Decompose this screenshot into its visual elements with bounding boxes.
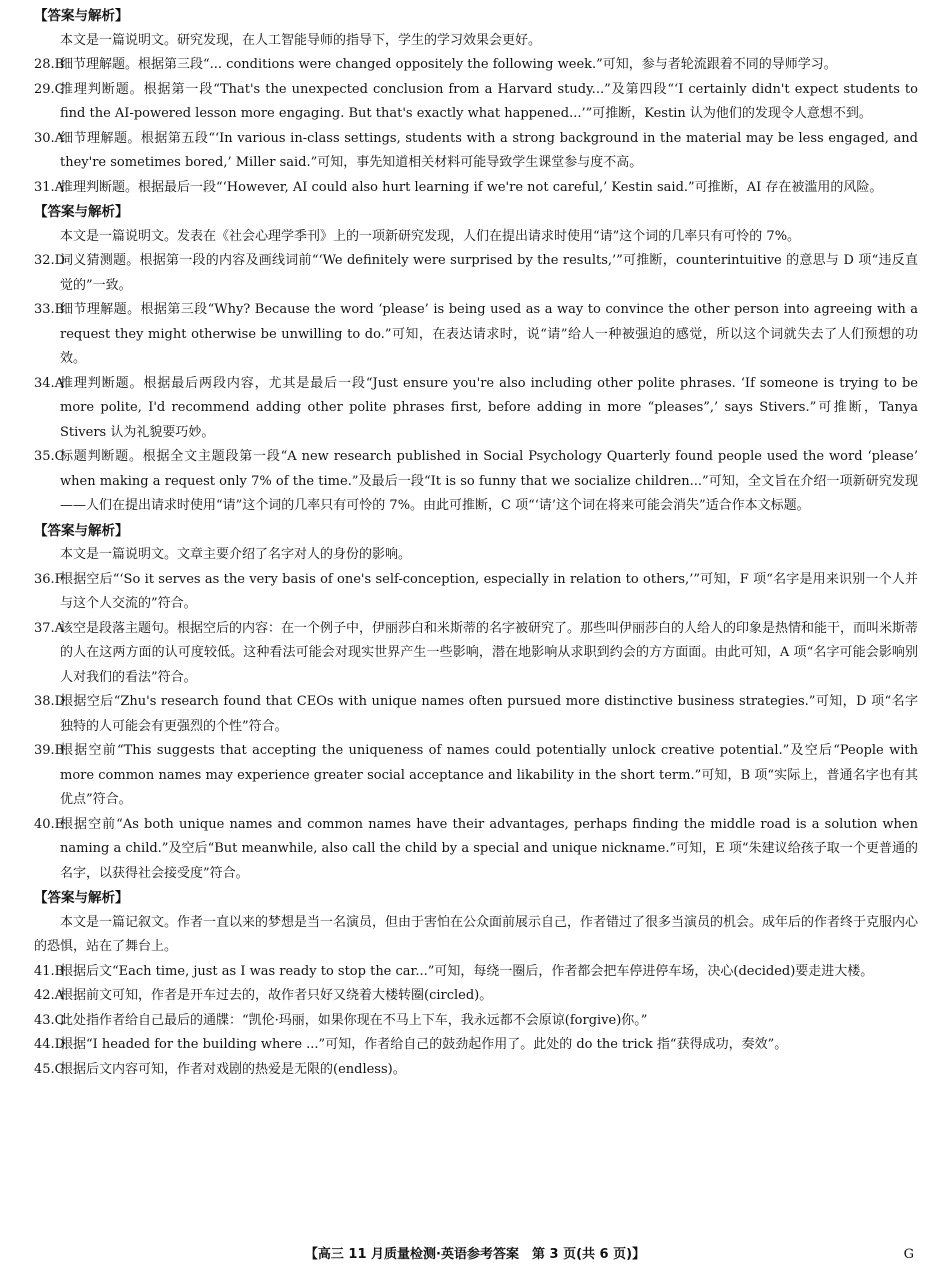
section-intro: 本文是一篇说明文。发表在《社会心理学季刊》上的一项新研究发现，人们在提出请求时使用“请”这个词的几率只有可怜的 7%。	[60, 228, 801, 244]
answer-explanation: 细节理解题。根据第三段“... conditions were changed oppositely the following week.”可知，参与者轮流跟着不同的导师学习。	[60, 57, 837, 72]
answer-item-32	[34, 249, 918, 298]
answer-item-40	[34, 813, 918, 887]
answer-item-29	[34, 78, 918, 127]
answer-explanation: 细节理解题。根据第三段“Why? Because the word ‘please’ is being used as a way to convince the other person into agreeing with a request they might otherwise be unwilling to do.”可知，在表达请求时，说“请”给人一种被强迫的感觉，所以这个词就失去了人们预想的功效。	[60, 302, 918, 366]
answer-explanation: 根据前文可知，作者是开车过去的，故作者只好又绕着大楼转圈(circled)。	[60, 988, 493, 1003]
answer-number: 32.D	[34, 253, 66, 268]
answer-item-33	[34, 298, 918, 372]
answer-number: 38.D	[34, 694, 66, 709]
answer-explanation: 推理判断题。根据第一段“That's the unexpected conclusion from a Harvard study...”及第四段“‘I certainly didn't expect students to find the AI-powered lesson more engaging. But that's exactly what happened...’”可推断，Kestin 认为他们的发现令人意想不到。	[60, 81, 918, 121]
answer-explanation: 该空是段落主题句。根据空后的内容：在一个例子中，伊丽莎白和米斯蒂的名字被研究了。那些叫伊丽莎白的人给人的印象是热情和能干，而叫米斯蒂的人在这两方面的认可度较低。这种看法可能会对现实世界产生一些影响，潜在地影响从求职到约会的方方面面。由此可知，A 项“名字可能会影响别人对我们的看法”符合。	[60, 620, 919, 685]
answer-item-34	[34, 372, 918, 446]
answer-page	[34, 4, 918, 1082]
answer-item-35	[34, 445, 918, 519]
section-reading-d	[34, 200, 918, 519]
answer-item-28	[34, 53, 918, 78]
answer-explanation: 根据空前“This suggests that accepting the uniqueness of names could potentially unlock creative potential.”及空后“People with more common names may experience greater social acceptance and likability in the short term.”可知，B 项“实际上，普通名字也有其优点”符合。	[60, 743, 918, 807]
answer-number: 41.B	[34, 963, 65, 979]
section-reading-c	[34, 4, 918, 200]
section-intro: 本文是一篇记叙文。作者一直以来的梦想是当一名演员，但由于害怕在公众面前展示自己，作者错过了很多当演员的机会。成年后的作者终于克服内心的恐惧，站在了舞台上。	[34, 914, 919, 954]
answer-number: 29.C	[34, 81, 65, 97]
answer-explanation: 根据后文“Each time, just as I was ready to stop the car...”可知，每绕一圈后，作者都会把车停进停车场，决心(decided)要走进大楼。	[60, 963, 874, 979]
answer-explanation: 根据后文内容可知，作者对戏剧的热爱是无限的(endless)。	[60, 1061, 406, 1077]
answer-number: 37.A	[34, 620, 65, 636]
section-header: 【答案与解析】	[34, 890, 129, 906]
answer-item-41	[34, 960, 918, 985]
answer-number: 33.B	[34, 302, 65, 317]
answer-explanation: 根据空后“Zhu's research found that CEOs with unique names often pursued more distinctive business strategies.”可知，D 项“名字独特的人可能会有更强烈的个性”符合。	[60, 694, 918, 734]
section-header: 【答案与解析】	[34, 204, 129, 220]
answer-number: 36.F	[34, 571, 64, 587]
answer-number: 43.C	[34, 1012, 65, 1028]
answer-explanation: 推理判断题。根据最后一段“‘However, AI could also hurt learning if we're not careful,’ Kestin said.”可推断，AI 存在被滥用的风险。	[60, 179, 883, 195]
answer-explanation: 细节理解题。根据第五段“‘In various in-class settings, students with a strong background in the material may be less engaged, and they're sometimes bored,’ Miller said.”可知，事先知道相关材料可能导致学生课堂参与度不高。	[60, 130, 918, 170]
answer-item-45	[34, 1058, 918, 1083]
answer-item-43	[34, 1009, 918, 1034]
section-header: 【答案与解析】	[34, 8, 129, 24]
answer-number: 28.B	[34, 57, 65, 72]
answer-explanation: 根据空前“As both unique names and common names have their advantages, perhaps finding the middle road is a solution when naming a child.”及空后“But meanwhile, also call the child by a special and unique nickname.”可知，E 项“朱建议给孩子取一个更普通的名字，以获得社会接受度”符合。	[60, 816, 918, 881]
answer-number: 31.A	[34, 179, 65, 195]
answer-number: 39.B	[34, 743, 65, 758]
section-header: 【答案与解析】	[34, 522, 129, 539]
answer-number: 35.C	[34, 449, 65, 464]
answer-number: 45.C	[34, 1061, 65, 1077]
page-footer: 【高三 11 月质量检测·英语参考答案 第 3 页(共 6 页)】	[304, 1247, 646, 1262]
answer-item-30	[34, 127, 918, 176]
version-mark: G	[903, 1247, 914, 1262]
answer-explanation: 此处指作者给自己最后的通牒：“凯伦·玛丽，如果你现在不马上下车，我永远都不会原谅(forgive)你。”	[60, 1012, 648, 1028]
answer-number: 42.A	[34, 988, 65, 1003]
answer-item-39	[34, 739, 918, 813]
answer-item-42	[34, 984, 918, 1009]
answer-explanation: 根据“I headed for the building where ...”可知，作者给自己的鼓劲起作用了。此处的 do the trick 指“获得成功，奏效”。	[60, 1037, 788, 1052]
answer-item-38	[34, 690, 918, 739]
answer-number: 44.D	[34, 1037, 66, 1052]
section-intro: 本文是一篇说明文。文章主要介绍了名字对人的身份的影响。	[60, 547, 412, 562]
answer-explanation: 词义猜测题。根据第一段的内容及画线词前“‘We definitely were surprised by the results,’”可推断，counterintuitive 的意思与 D 项“违反直觉的”一致。	[60, 253, 918, 293]
answer-item-31	[34, 176, 918, 201]
answer-item-44	[34, 1033, 918, 1058]
answer-number: 34.A	[34, 375, 65, 391]
answer-number: 40.E	[34, 816, 65, 832]
answer-item-36	[34, 568, 918, 617]
answer-number: 30.A	[34, 130, 65, 146]
section-cloze	[34, 886, 918, 1082]
section-intro: 本文是一篇说明文。研究发现，在人工智能导师的指导下，学生的学习效果会更好。	[60, 32, 542, 48]
section-seven-choose-five	[34, 519, 918, 887]
answer-explanation: 标题判断题。根据全文主题段第一段“A new research published in Social Psychology Quarterly found people used the word ‘please’ when making a request only 7% of the time.”及最后一段“It is so funny that we socialize children...”可知，全文旨在介绍一项新研究发现——人们在提出请求时使用“请”这个词的几率只有可怜的 7%。由此可推断，C 项“‘请’这个词在将来可能会消失”适合作本文标题。	[60, 449, 918, 513]
answer-item-37	[34, 617, 918, 691]
answer-explanation: 根据空后“‘So it serves as the very basis of one's self-conception, especially in relation to others,’”可知，F 项“名字是用来识别一个人并与这个人交流的”符合。	[60, 571, 918, 611]
answer-explanation: 推理判断题。根据最后两段内容，尤其是最后一段“Just ensure you're also including other polite phrases. ‘If someone is trying to be more polite, I'd recommend adding other polite phrases first, before adding in more “pleases”,’ says Stivers.”可推断，Tanya Stivers 认为礼貌要巧妙。	[60, 375, 918, 440]
